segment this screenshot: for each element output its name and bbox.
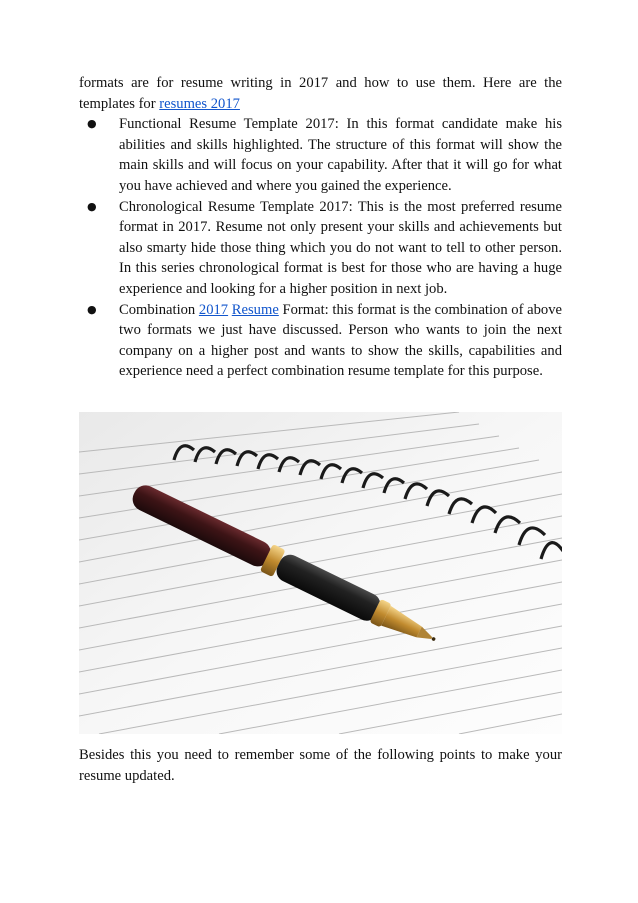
list-item-functional bbox=[79, 114, 562, 196]
combo-prefix: Combination bbox=[119, 301, 199, 318]
list-item-combination bbox=[79, 300, 562, 382]
body-text bbox=[79, 73, 562, 382]
resume-format-list bbox=[79, 114, 562, 382]
link-resume[interactable]: Resume bbox=[231, 301, 279, 318]
link-2017[interactable]: 2017 bbox=[198, 301, 229, 318]
intro-text: formats are for resume writing in 2017 and how to use them. Here are the templates for bbox=[79, 75, 562, 112]
list-item-text: Chronological Resume Template 2017: This is the most preferred resume format in 2017. Resume not only present your skills and achievements but also smarty hide those thing which you do not want to tell to other person. In this series chronological format is best for those who are having a huge experience and looking for a higher position in next job. bbox=[119, 198, 562, 297]
bullet-icon: ● bbox=[87, 199, 97, 213]
list-item-chronological bbox=[79, 197, 562, 300]
resumes-2017-link[interactable]: resumes 2017 bbox=[159, 95, 240, 112]
notebook-pen-illustration bbox=[79, 412, 562, 734]
closing-paragraph: Besides this you need to remember some of the following points to make your resume updated. bbox=[79, 747, 562, 784]
list-item-text: Functional Resume Template 2017: In this format candidate make his abilities and skills highlighted. The structure of this format will show the main skills and will focus on your capability. After that it will go for what you have achieved and where you gained the experience. bbox=[119, 116, 562, 194]
pen-on-notebook-photo bbox=[79, 412, 562, 734]
bullet-icon: ● bbox=[87, 117, 97, 131]
bullet-icon: ● bbox=[87, 302, 97, 316]
intro-paragraph bbox=[79, 73, 562, 114]
combo-suffix: Format: this format is the combination of above two formats we just have discussed. Person who wants to join the next company on a higher post and wants to show the skills, capabilities and experience need a perfect combination resume template for this purpose. bbox=[119, 301, 562, 380]
